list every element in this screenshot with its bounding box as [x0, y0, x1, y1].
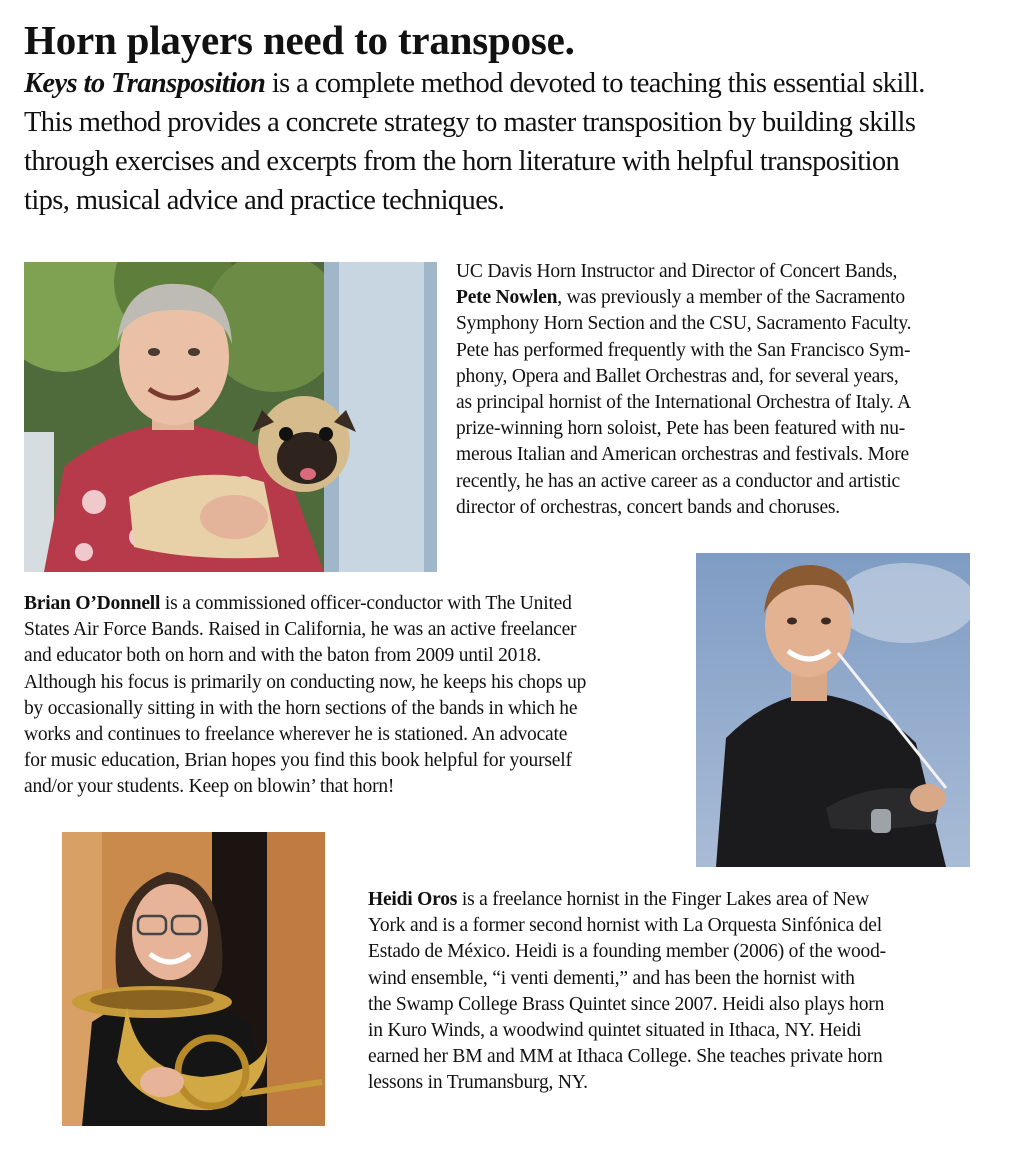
pete-bio-line-6: as principal hornist of the International Orchestra of Italy. A	[456, 392, 912, 414]
brian-bio-line-8: and/or your students. Keep on blowin’ that horn!	[24, 776, 395, 798]
pete-name-line-rest: , was previously a member of the Sacramento	[557, 287, 905, 309]
brian-bio-line-6: works and continues to freelance wherever he is stationed. An advocate	[24, 724, 568, 746]
pete-bio-line-5: phony, Opera and Ballet Orchestras and, for several years,	[456, 365, 899, 387]
pete-bio-line-8: merous Italian and American orchestras and festivals. More	[456, 444, 909, 466]
brian-bio-line-3: and educator both on horn and with the baton from 2009 until 2018.	[24, 645, 541, 667]
intro-paragraph	[24, 64, 1014, 220]
intro-line-3: through exercises and excerpts from the horn literature with helpful transposition	[24, 146, 900, 177]
brian-bio-line-1: Brian O’Donnell is a commissioned officer-conductor with The United	[24, 593, 572, 614]
heidi-bio-line-3: Estado de México. Heidi is a founding member (2006) of the wood-	[368, 941, 886, 963]
intro-line-2: This method provides a concrete strategy to master transposition by building skills	[24, 107, 916, 138]
heidi-bio-line-4: wind ensemble, “i venti dementi,” and has been the hornist with	[368, 967, 855, 989]
brian-bio-line-7: for music education, Brian hopes you find this book helpful for yourself	[24, 750, 572, 772]
heidi-oros-photo	[62, 832, 325, 1126]
heidi-bio-line-6: in Kuro Winds, a woodwind quintet situated in Ithaca, NY. Heidi	[368, 1020, 862, 1042]
pete-nowlen-photo	[24, 262, 437, 572]
pete-bio-line-7: prize-winning horn soloist, Pete has been featured with nu-	[456, 418, 906, 440]
brian-odonnell-photo	[696, 553, 970, 867]
book-title: Keys to Transposition	[24, 68, 266, 99]
pete-nowlen-bio	[456, 259, 1016, 521]
heidi-oros-bio	[368, 887, 1008, 1097]
heidi-bio-line-7: earned her BM and MM at Ithaca College. She teaches private horn	[368, 1046, 883, 1068]
heidi-bio-line-5: the Swamp College Brass Quintet since 2007. Heidi also plays horn	[368, 993, 885, 1015]
pete-nowlen-name: Pete Nowlen	[456, 287, 558, 309]
pete-bio-line-3: Symphony Horn Section and the CSU, Sacramento Faculty.	[456, 313, 912, 335]
pete-bio-line-4: Pete has performed frequently with the San Francisco Sym-	[456, 339, 911, 361]
intro-line-1: is a complete method devoted to teaching this essential skill.	[265, 68, 925, 99]
brian-bio-line-5: by occasionally sitting in with the horn sections of the bands in which he	[24, 697, 578, 719]
brian-bio-line-4: Although his focus is primarily on conducting now, he keeps his chops up	[24, 671, 587, 693]
brian-bio-line-2: States Air Force Bands. Raised in California, he was an active freelancer	[24, 619, 577, 641]
heidi-bio-line-2: York and is a former second hornist with La Orquesta Sinfónica del	[368, 915, 882, 937]
brian-odonnell-name: Brian O’Donnell	[24, 593, 161, 614]
intro-line-4: tips, musical advice and practice techniques.	[24, 185, 505, 216]
headline: Horn players need to transpose.	[24, 17, 575, 63]
pete-bio-line-1: UC Davis Horn Instructor and Director of Concert Bands,	[456, 261, 898, 282]
brian-odonnell-bio	[24, 591, 689, 801]
heidi-bio-line-8: lessons in Trumansburg, NY.	[368, 1072, 588, 1094]
pete-bio-line-9: recently, he has an active career as a conductor and artistic	[456, 470, 901, 492]
heidi-oros-name: Heidi Oros	[368, 889, 458, 910]
pete-bio-line-10: director of orchestras, concert bands and choruses.	[456, 496, 840, 518]
pete-bio-line-2	[456, 285, 1016, 311]
heidi-bio-line-1: Heidi Oros is a freelance hornist in the Finger Lakes area of New	[368, 889, 870, 910]
